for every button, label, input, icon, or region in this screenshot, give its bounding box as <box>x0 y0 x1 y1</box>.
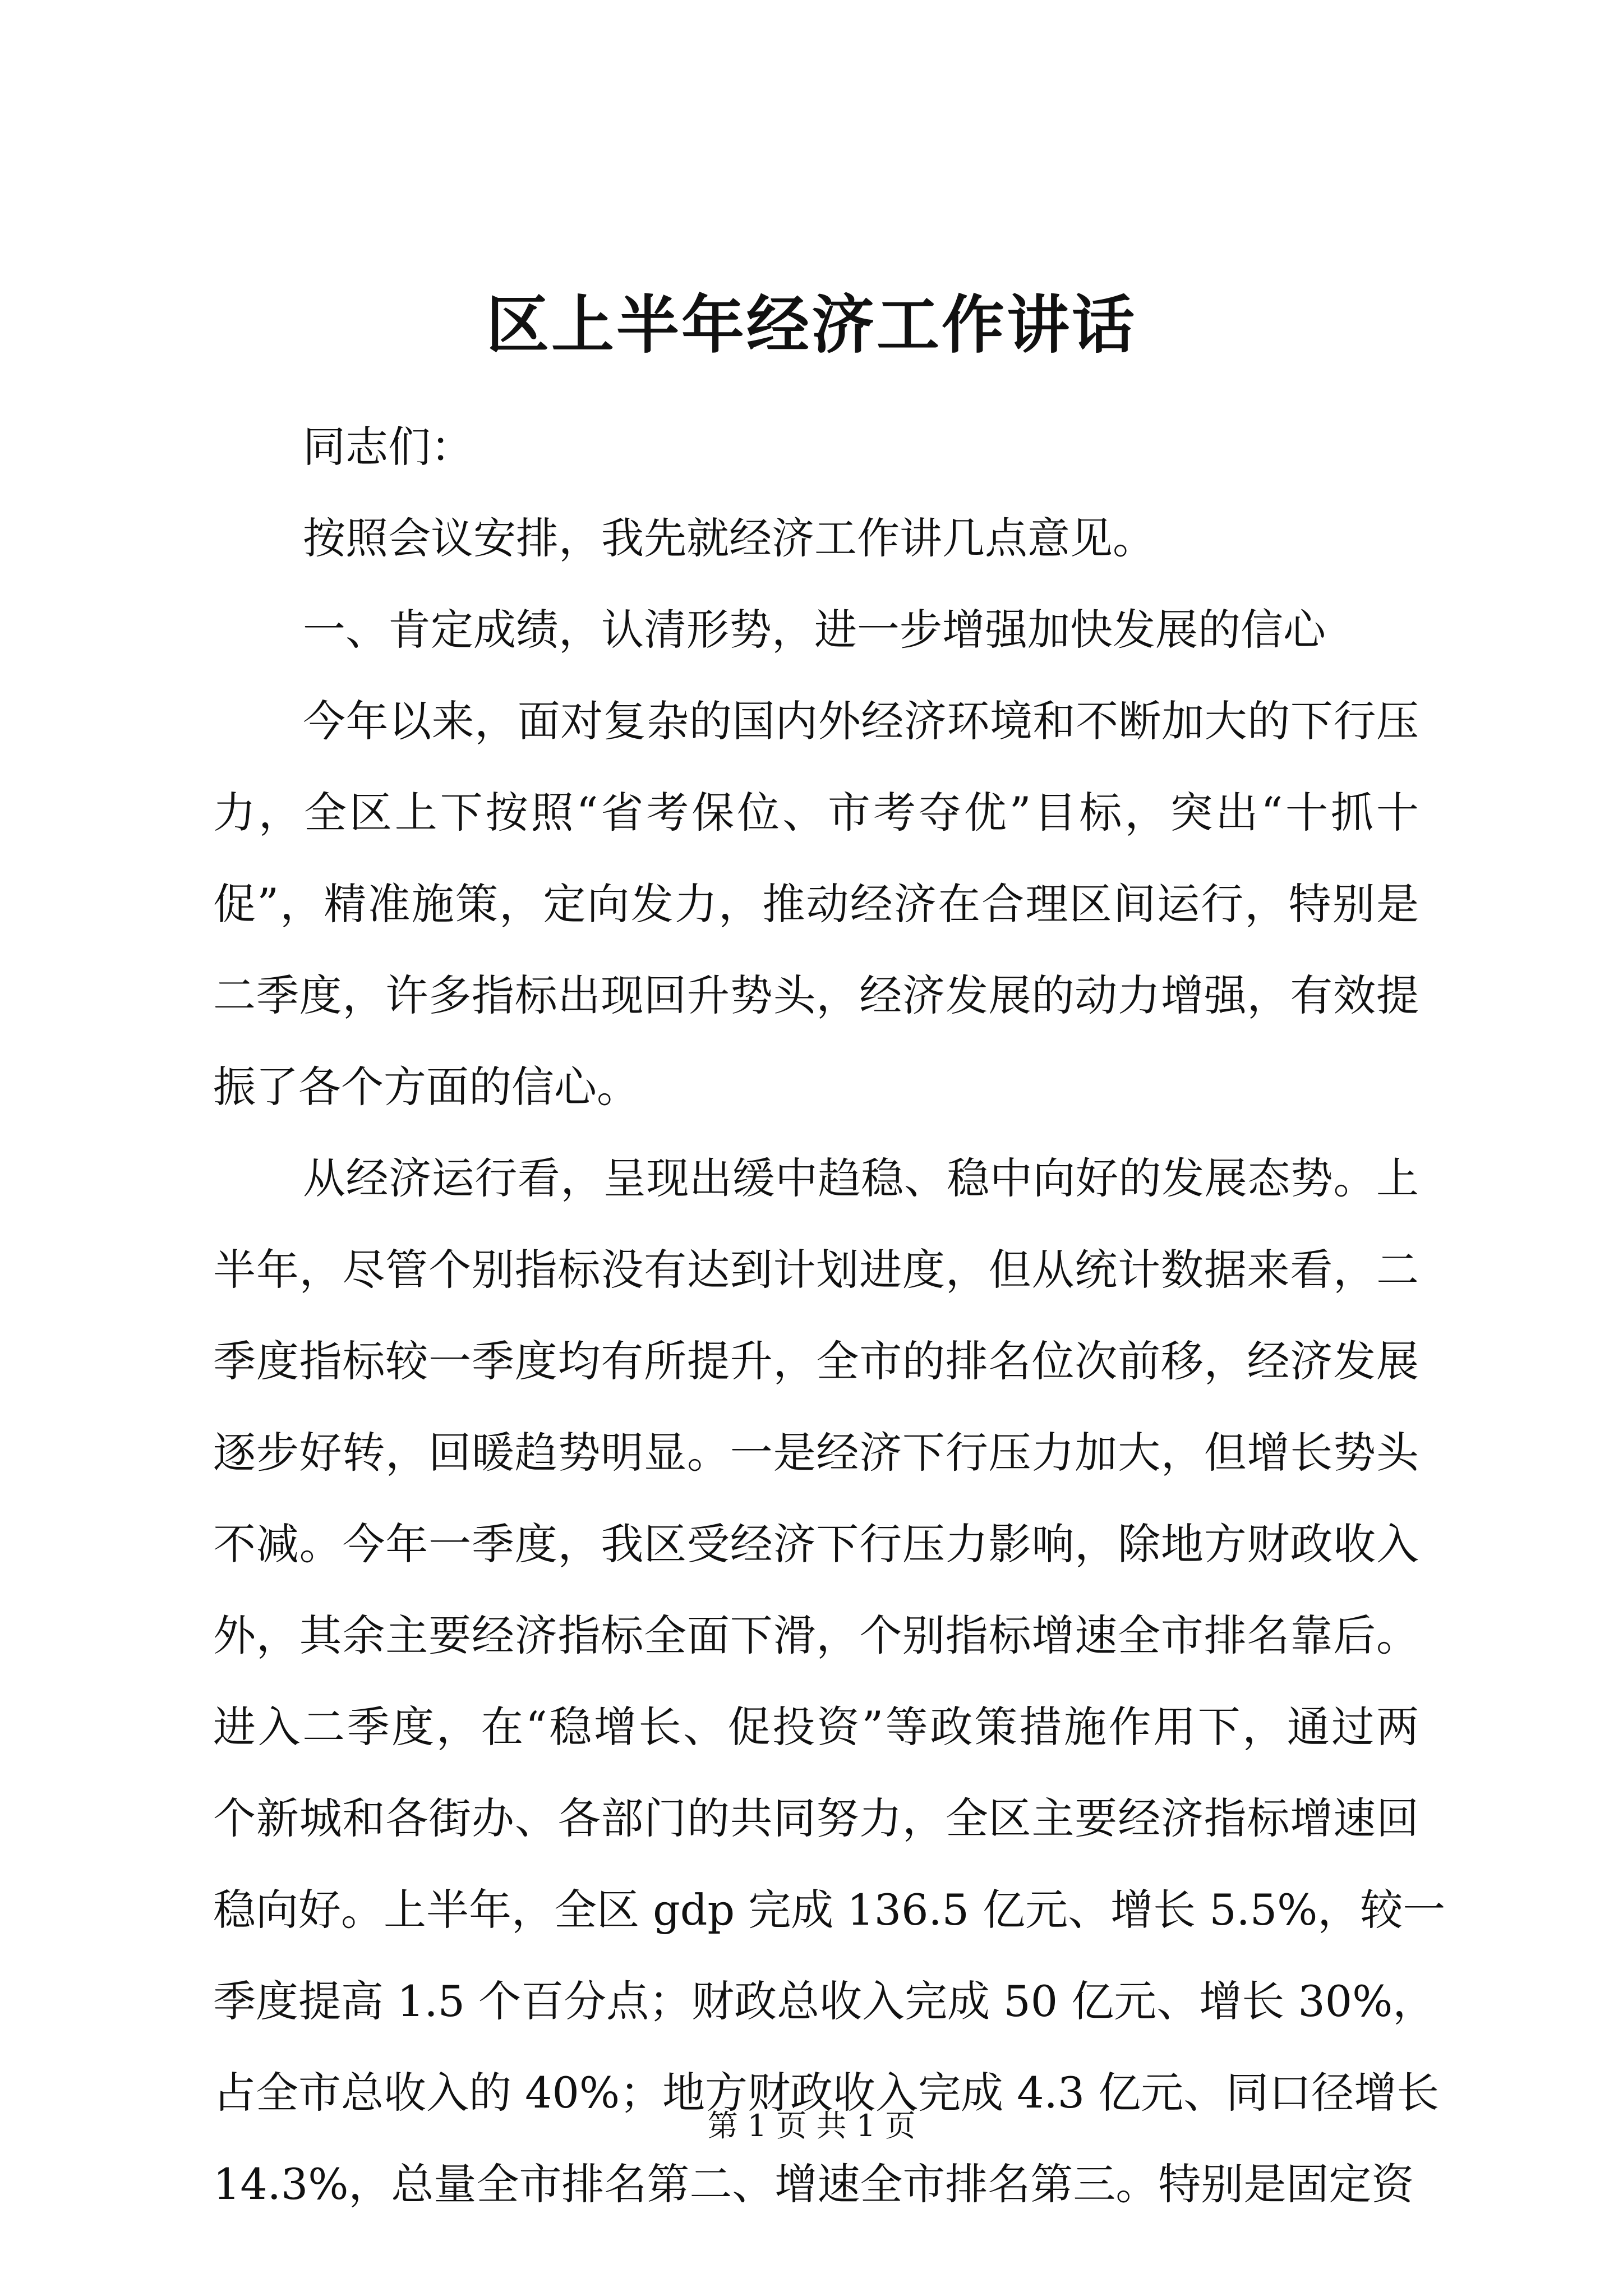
paragraph-line: 季度提高 1.5 个百分点；财政总收入完成 50 亿元、增长 30%， <box>213 1976 1436 2026</box>
paragraph-line: 不减。今年一季度，我区受经济下行压力影响，除地方财政收入 <box>213 1519 1419 1569</box>
paragraph-line: 个新城和各街办、各部门的共同努力，全区主要经济指标增速回 <box>213 1793 1419 1843</box>
paragraph-line: 促”，精准施策，定向发力，推动经济在合理区间运行，特别是 <box>213 879 1419 929</box>
paragraph-line: 占全市总收入的 40%；地方财政收入完成 4.3 亿元、同口径增长 <box>213 2068 1440 2118</box>
paragraph-line: 今年以来，面对复杂的国内外经济环境和不断加大的下行压 <box>303 696 1419 746</box>
paragraph-line: 14.3%，总量全市排名第二、增速全市排名第三。特别是固定资 <box>213 2159 1414 2209</box>
document-title: 区上半年经济工作讲话 <box>486 288 1137 362</box>
paragraph-line: 外，其余主要经济指标全面下滑，个别指标增速全市排名靠后。 <box>213 1611 1419 1660</box>
paragraph-line: 半年，尽管个别指标没有达到计划进度，但从统计数据来看，二 <box>213 1245 1419 1295</box>
paragraph-line: 振了各个方面的信心。 <box>213 1062 639 1112</box>
section-heading: 一、肯定成绩，认清形势，进一步增强加快发展的信心 <box>303 605 1326 655</box>
intro-paragraph: 按照会议安排，我先就经济工作讲几点意见。 <box>303 513 1155 563</box>
paragraph-line: 稳向好。上半年，全区 gdp 完成 136.5 亿元、增长 5.5%，较一 <box>213 1885 1446 1935</box>
paragraph-2 <box>213 1133 1446 2230</box>
paragraph-line: 从经济运行看，呈现出缓中趋稳、稳中向好的发展态势。上 <box>303 1153 1419 1203</box>
paragraph-line: 逐步好转，回暖趋势明显。一是经济下行压力加大，但增长势头 <box>213 1428 1419 1478</box>
paragraph-line: 季度指标较一季度均有所提升，全市的排名位次前移，经济发展 <box>213 1336 1419 1386</box>
paragraph-1 <box>213 675 1419 1133</box>
page-footer: 第 1 页 共 1 页 <box>707 2108 916 2143</box>
paragraph-line: 进入二季度，在“稳增长、促投资”等政策措施作用下，通过两 <box>213 1702 1419 1752</box>
paragraph-line: 力，全区上下按照“省考保位、市考夺优”目标，突出“十抓十 <box>213 788 1419 838</box>
paragraph-line: 二季度，许多指标出现回升势头，经济发展的动力增强，有效提 <box>213 970 1419 1020</box>
greeting: 同志们： <box>303 422 473 472</box>
document-body <box>213 401 1446 2230</box>
